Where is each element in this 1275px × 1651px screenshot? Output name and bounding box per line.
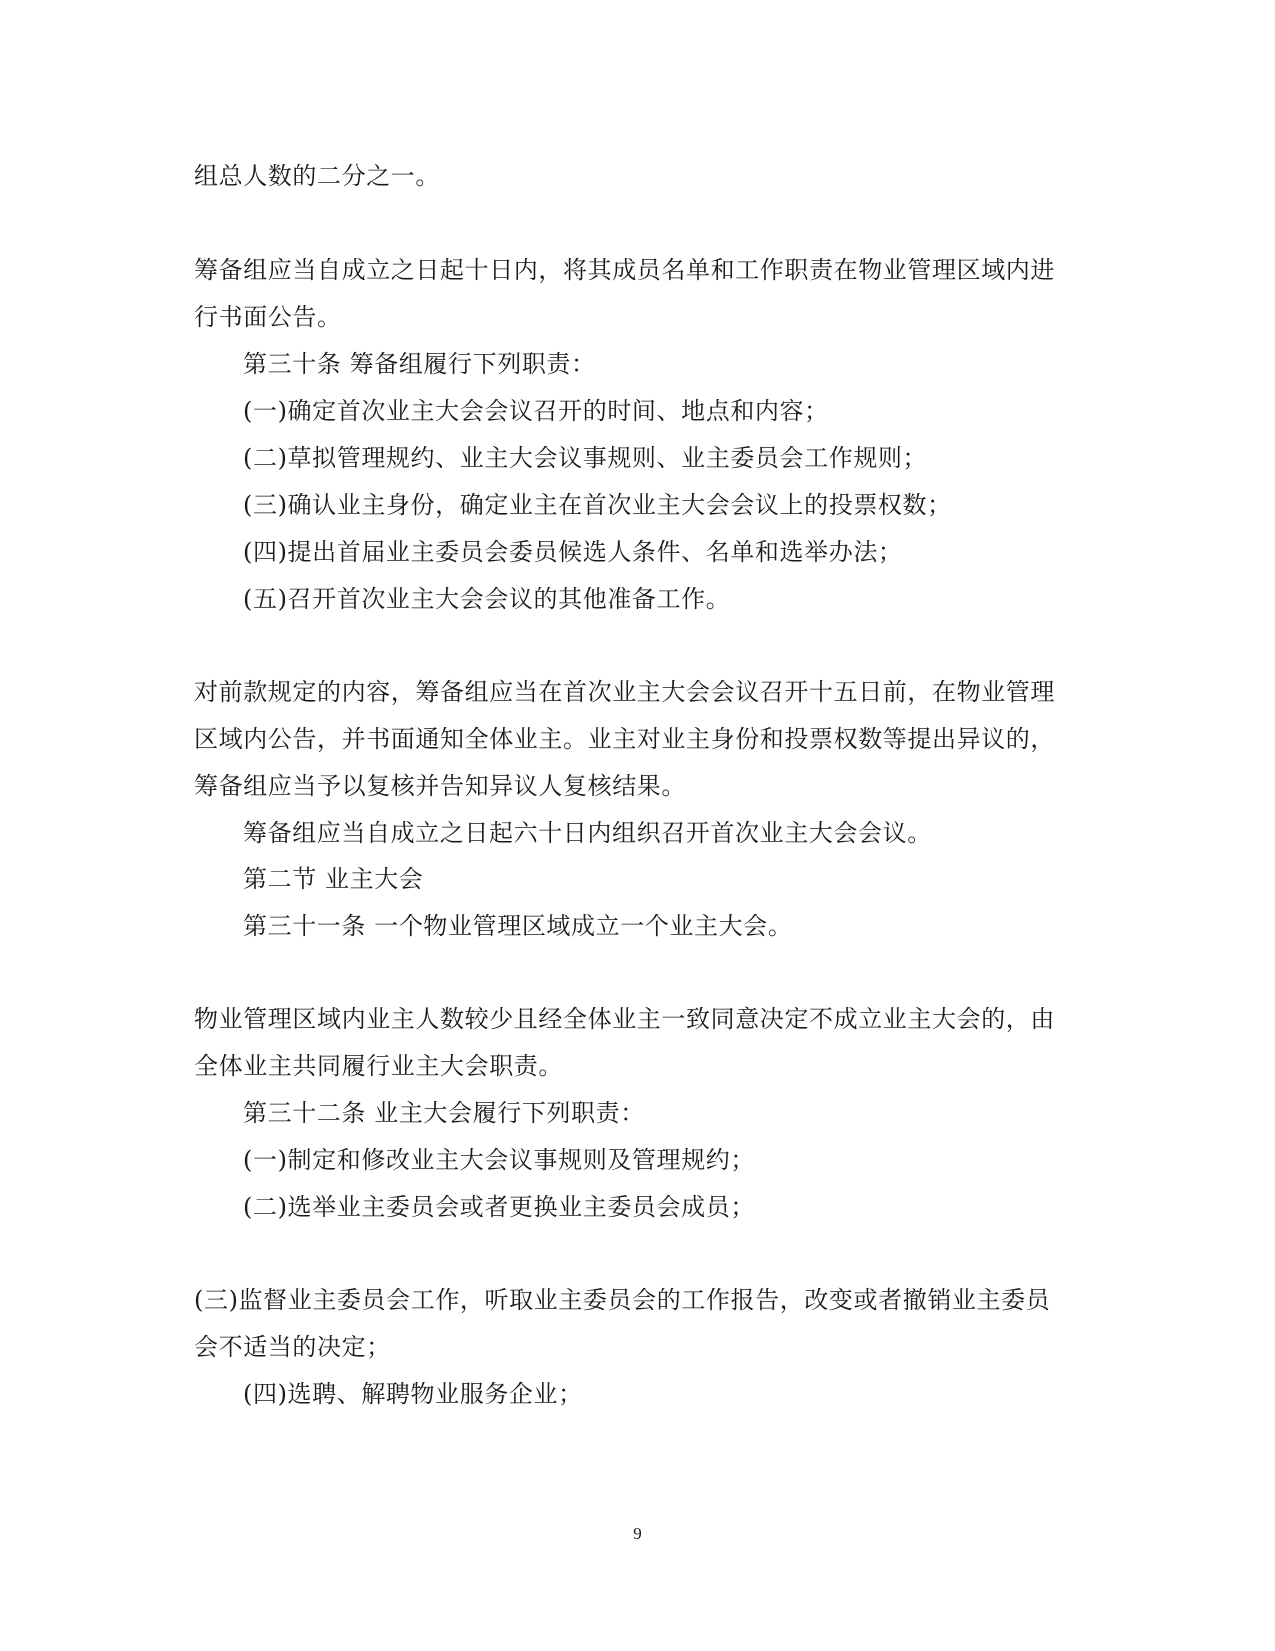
text-line: 行书面公告。 <box>194 303 342 331</box>
text-line: 筹备组应当予以复核并告知异议人复核结果。 <box>194 772 686 800</box>
page-number: 9 <box>633 1524 642 1543</box>
article-heading: 第三十条 筹备组履行下列职责： <box>243 350 596 378</box>
article-heading: 第三十二条 业主大会履行下列职责： <box>243 1099 645 1127</box>
list-item: (二)草拟管理规约、业主大会议事规则、业主委员会工作规则； <box>243 444 928 472</box>
list-item: (三)监督业主委员会工作，听取业主委员会的工作报告，改变或者撤销业主委员 <box>194 1286 1051 1314</box>
list-item: (三)确认业主身份，确定业主在首次业主大会会议上的投票权数； <box>243 491 952 519</box>
article-heading: 第三十一条 一个物业管理区域成立一个业主大会。 <box>243 912 793 940</box>
text-line: 筹备组应当自成立之日起十日内，将其成员名单和工作职责在物业管理区域内进 <box>194 256 1055 284</box>
text-line: 区域内公告，并书面通知全体业主。业主对业主身份和投票权数等提出异议的， <box>194 725 1055 753</box>
list-item: (四)选聘、解聘物业服务企业； <box>243 1380 583 1408</box>
text-line: 全体业主共同履行业主大会职责。 <box>194 1052 563 1080</box>
text-line: 会不适当的决定； <box>194 1333 391 1361</box>
list-item: (二)选举业主委员会或者更换业主委员会成员； <box>243 1193 755 1221</box>
text-line: 物业管理区域内业主人数较少且经全体业主一致同意决定不成立业主大会的，由 <box>194 1005 1055 1033</box>
section-heading: 第二节 业主大会 <box>243 865 424 893</box>
text-line: 筹备组应当自成立之日起六十日内组织召开首次业主大会会议。 <box>243 819 932 847</box>
text-line: 对前款规定的内容，筹备组应当在首次业主大会会议召开十五日前，在物业管理 <box>194 678 1055 706</box>
list-item: (一)制定和修改业主大会议事规则及管理规约； <box>243 1146 755 1174</box>
list-item: (四)提出首届业主委员会委员候选人条件、名单和选举办法； <box>243 538 903 566</box>
text-line: 组总人数的二分之一。 <box>194 162 440 190</box>
list-item: (五)召开首次业主大会会议的其他准备工作。 <box>243 585 731 613</box>
list-item: (一)确定首次业主大会会议召开的时间、地点和内容； <box>243 397 829 425</box>
